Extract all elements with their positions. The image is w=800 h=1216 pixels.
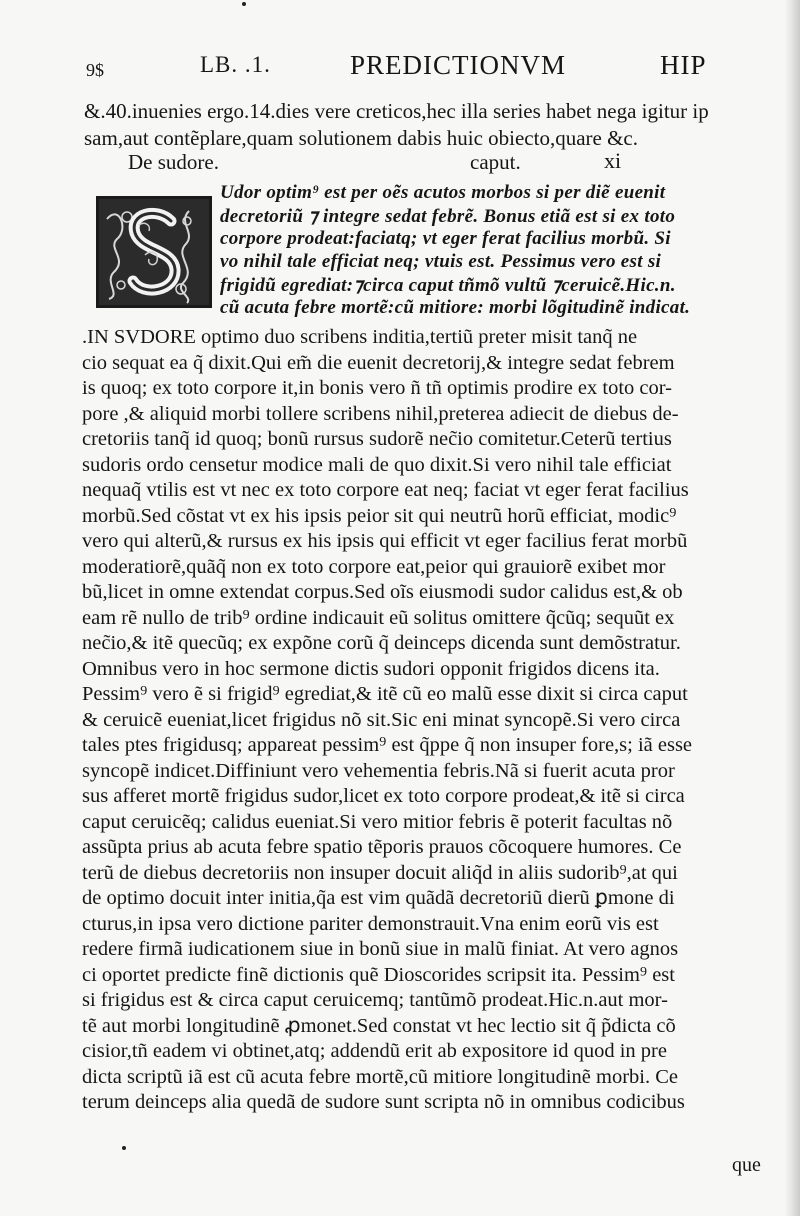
aphorism-line: corpore prodeat:faciatq; vt eger ferat facilius morbũ. Si: [220, 228, 671, 249]
commentary-line: is quoq; ex toto corpore it,in bonis vero ñ tñ optimis prodire ex toto cor-: [82, 377, 673, 399]
catchword: que: [732, 1154, 761, 1176]
chapter-heading: [0, 148, 800, 178]
aphorism-line: Udor optim⁹ est per oẽs acutos morbos si per diẽ euenit: [220, 182, 666, 203]
running-author: HIP: [660, 50, 707, 80]
commentary-line: terum deinceps alia quedã de sudore sunt scripta nõ in omnibus codicibus: [82, 1091, 685, 1113]
commentary-line: & ceruicẽ eueniat,licet frigidus nõ sit.Sic eni minat syncopẽ.Si vero circa: [82, 709, 681, 731]
commentary-line: nec̃io,& itẽ quecũq; ex expõne corũ q̃ deinceps dicenda sunt demõstratur.: [82, 632, 681, 654]
commentary-line: pore ,& aliquid morbi tollere scribens nihil,preterea adiecit de diebus de-: [82, 403, 679, 425]
intro-line: &.40.inuenies ergo.14.dies vere creticos,hec illa series habet nega igitur ip: [84, 99, 709, 123]
commentary-line: sudoris ordo censetur modice mali de quo dixit.Si vero nihil tale efficiat: [82, 454, 672, 476]
folio-number: 9$: [86, 60, 104, 80]
commentary-line: cio sequat ea q̃ dixit.Qui em̃ die euenit decretorij,& integre sedat febrem: [82, 352, 675, 374]
ink-speck: [122, 1146, 126, 1150]
commentary-line: tẽ aut morbi longitudinẽ ꝓmonet.Sed constat vt hec lectio sit q̃ p̃dicta cõ: [82, 1015, 676, 1037]
commentary-line: moderatiorẽ,quãq̃ non ex toto corpore eat,peior qui grauiorẽ exibet mor: [82, 556, 666, 578]
commentary-line: vero qui alterũ,& rursus ex his ipsis qui efficit vt eger facilius ferat morbũ: [82, 530, 688, 552]
commentary-line: ci oportet predicte finẽ dictionis quẽ Dioscorides scripsit ita. Pessim⁹ est: [82, 964, 675, 986]
commentary-line: .IN SVDORE optimo duo scribens inditia,tertiũ preter misit tanq̃ ne: [82, 326, 638, 348]
commentary-line: Pessim⁹ vero ẽ si frigid⁹ egrediat,& itẽ cũ eo malũ esse dixit si circa caput: [82, 683, 688, 705]
commentary-line: cretoriis tanq̃ id quoq; bonũ rursus sudorẽ nec̃io comitetur.Ceterũ tertius: [82, 428, 672, 450]
chapter-number: xi: [604, 148, 622, 173]
chapter-title: De sudore.: [128, 150, 219, 174]
running-header: [0, 46, 800, 86]
commentary-line: terũ de diebus decretoriis non insuper docuit aliq̃d in aliis sudorib⁹,at qui: [82, 862, 678, 884]
running-book-label: LB. .1.: [200, 52, 271, 77]
commentary-line: cisior,tñ eadem vi obtinet,atq; addendũ erit ab expositore id quod in pre: [82, 1040, 667, 1062]
commentary-line: cturus,in ipsa vero dictione pariter demonstrauit.Vna enim eorũ vis est: [82, 913, 659, 935]
commentary-line: caput ceruicẽq; calidus eueniat.Si vero mitior febris ẽ poterit facultas nõ: [82, 811, 673, 833]
commentary-line: dicta scriptũ iã est cũ acuta febre mortẽ,cũ mitiore longitudinẽ morbi. Ce: [82, 1066, 679, 1088]
commentary-line: redere firmã iudicationem siue in bonũ siue in malũ finiat. At vero agnos: [82, 938, 679, 960]
commentary-line: tales ptes frigidusq; appareat pessim⁹ est q̃ppe q̃ non insuper fore,s; iã esse: [82, 734, 693, 756]
commentary-line: bũ,licet in omne extendat corpus.Sed oĩs eiusmodi sudor calidus est,& ob: [82, 581, 683, 603]
aphorism-line: frigidũ egrediat:⁊circa caput tñmõ vultũ ⁊ceruicẽ.Hic.n.: [220, 275, 676, 296]
aphorism-line: vo nihil tale efficiat neq; vtuis est. Pessimus vero est si: [220, 251, 662, 272]
commentary-line: morbũ.Sed cõstat vt ex his ipsis peior sit qui neutrũ horũ efficiat, modic⁹: [82, 505, 677, 527]
commentary-line: eam rẽ nullo de trib⁹ ordine indicauit eũ solitus omittere q̃cũq; sequũt ex: [82, 607, 675, 629]
commentary-line: nequaq̃ vtilis est vt nec ex toto corpore eat neq; faciat vt eger ferat facilius: [82, 479, 689, 501]
commentary-line: sus afferet mortẽ frigidus sudor,licet ex toto corpore prodeat,& itẽ si circa: [82, 785, 685, 807]
chapter-caput-label: caput.: [470, 150, 521, 174]
decorated-initial-icon: [96, 196, 212, 308]
running-title: PREDICTIONVM: [350, 50, 567, 80]
aphorism-line: cũ acuta febre mortẽ:cũ mitiore: morbi lõgitudinẽ indicat.: [220, 297, 691, 318]
commentary-line: de optimo docuit inter initia,q̃a est vim quãdã decretoriũ dierũ ꝑmone di: [82, 887, 675, 909]
commentary-line: Omnibus vero in hoc sermone dictis sudori opponit frigidos dicens ita.: [82, 658, 660, 680]
commentary-line: si frigidus est & circa caput ceruicemq; tantũmõ prodeat.Hic.n.aut mor-: [82, 989, 668, 1011]
intro-line: sam,aut contẽplare,quam solutionem dabis huic obiecto,quare &c.: [84, 126, 638, 150]
commentary-line: assũpta prius ab acuta febre spatio tẽporis prauos cõcoquere humores. Ce: [82, 836, 682, 858]
ink-speck: [242, 2, 246, 6]
commentary-line: syncopẽ indicet.Diffiniunt vero vehementia febris.Nã si fuerit acuta pror: [82, 760, 675, 782]
aphorism-line: decretoriũ ⁊ integre sedat febrẽ. Bonus etiã est si ex toto: [220, 206, 676, 227]
